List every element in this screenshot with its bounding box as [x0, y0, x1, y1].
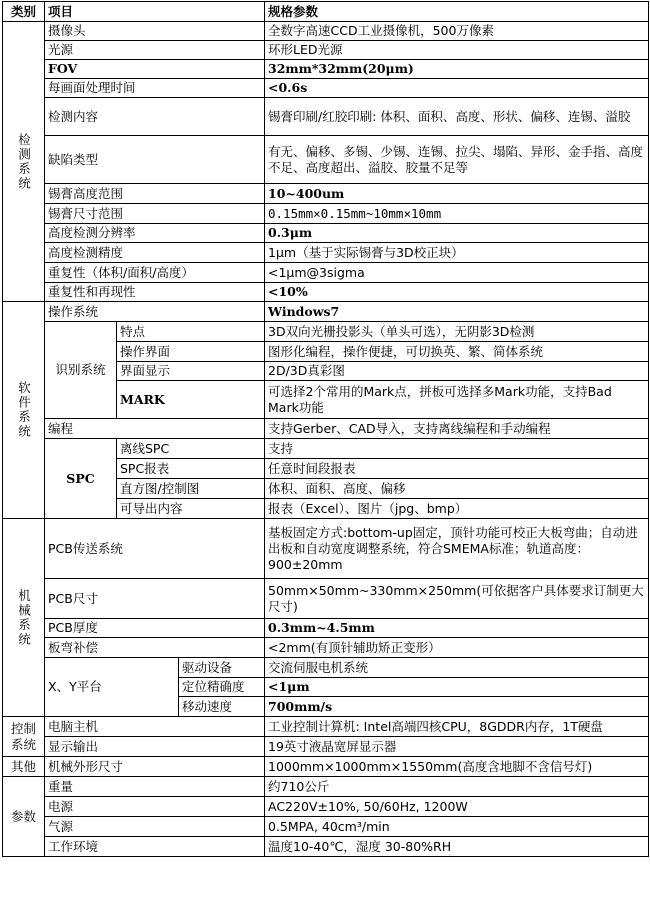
item-cell: 重复性和再现性	[45, 283, 265, 302]
table-row	[3, 579, 649, 619]
spec-cell: 报表（Excel）、图片（jpg、bmp）	[265, 499, 649, 519]
table-row	[3, 136, 649, 184]
table-row	[3, 41, 649, 60]
table-row	[3, 717, 649, 737]
table-row	[3, 243, 649, 263]
spec-cell: 可选择2个常用的Mark点，拼板可选择多Mark功能，支持Bad Mark功能	[265, 381, 649, 419]
spec-cell: 有无、偏移、多锡、少锡、连锡、拉尖、塌陷、异形、金手指、高度不足、高度超出、溢胶、胶量不足等	[265, 136, 649, 184]
spec-cell: 约710公斤	[265, 777, 649, 797]
table-row	[3, 60, 649, 79]
category-control: 控制系统	[3, 717, 45, 757]
spec-cell: <10%	[265, 283, 649, 302]
item-cell: 编程	[45, 419, 265, 439]
category-inspection: 检测系统	[3, 22, 45, 302]
table-row	[3, 184, 649, 204]
item-cell: 气源	[45, 817, 265, 837]
item-cell: 可导出内容	[117, 499, 265, 519]
item-cell: 机械外形尺寸	[45, 757, 265, 777]
spec-cell: 32mm*32mm(20μm)	[265, 60, 649, 79]
group-xy-platform: X、Y平台	[45, 658, 179, 717]
spec-cell: 50mm×50mm~330mm×250mm(可依据客户具体要求订制更大尺寸)	[265, 579, 649, 619]
table-row	[3, 79, 649, 98]
item-cell: 重量	[45, 777, 265, 797]
spec-cell: 交流伺服电机系统	[265, 658, 649, 678]
table-row	[3, 837, 649, 857]
spec-cell: <1μm@3sigma	[265, 263, 649, 283]
group-spc: SPC	[45, 439, 117, 519]
item-cell: 重复性（体积/面积/高度）	[45, 263, 265, 283]
table-row	[3, 302, 649, 322]
item-cell: 电脑主机	[45, 717, 265, 737]
spec-cell: <0.6s	[265, 79, 649, 98]
table-row	[3, 817, 649, 837]
spec-cell: 3D双向光栅投影头（单头可选），无阴影3D检测	[265, 322, 649, 342]
table-row	[3, 22, 649, 41]
item-cell: 光源	[45, 41, 265, 60]
item-cell: 移动速度	[179, 697, 265, 717]
category-software: 软件系统	[3, 302, 45, 519]
spec-cell: 图形化编程，操作便捷，可切换英、繁、简体系统	[265, 342, 649, 362]
spec-cell: 全数字高速CCD工业摄像机，500万像素	[265, 22, 649, 41]
spec-cell: <1μm	[265, 678, 649, 697]
item-cell: 每画面处理时间	[45, 79, 265, 98]
item-cell: 电源	[45, 797, 265, 817]
spec-cell: 工业控制计算机: Intel高端四核CPU，8GDDR内存，1T硬盘	[265, 717, 649, 737]
spec-cell: 支持Gerber、CAD导入，支持离线编程和手动编程	[265, 419, 649, 439]
category-params: 参数	[3, 777, 45, 857]
table-row	[3, 619, 649, 638]
group-recognition: 识别系统	[45, 322, 117, 419]
item-cell: 板弯补偿	[45, 638, 265, 658]
table-row	[3, 777, 649, 797]
item-cell: 显示输出	[45, 737, 265, 757]
spec-cell: <2mm(有顶针辅助矫正变形）	[265, 638, 649, 658]
spec-cell: 任意时间段报表	[265, 459, 649, 479]
spec-cell: 0.5MPA, 40cm³/min	[265, 817, 649, 837]
item-cell: 工作环境	[45, 837, 265, 857]
item-cell: 驱动设备	[179, 658, 265, 678]
table-row	[3, 419, 649, 439]
spec-cell: 10~400um	[265, 184, 649, 204]
spec-cell: 温度10-40℃，湿度 30-80%RH	[265, 837, 649, 857]
spec-cell: 19英寸液晶宽屏显示器	[265, 737, 649, 757]
spec-cell: 1μm（基于实际锡膏与3D校正块）	[265, 243, 649, 263]
item-cell: PCB尺寸	[45, 579, 265, 619]
item-cell: 操作界面	[117, 342, 265, 362]
spec-cell: 环形LED光源	[265, 41, 649, 60]
spec-cell: 0.3μm	[265, 224, 649, 243]
item-cell: 离线SPC	[117, 439, 265, 459]
item-cell: 界面显示	[117, 362, 265, 381]
item-cell: 定位精确度	[179, 678, 265, 697]
item-cell: 高度检测精度	[45, 243, 265, 263]
spec-cell: 支持	[265, 439, 649, 459]
spec-cell: 0.3mm~4.5mm	[265, 619, 649, 638]
spec-table	[2, 1, 649, 857]
item-cell: PCB传送系统	[45, 519, 265, 579]
spec-cell: 锡膏印刷/红胶印刷: 体积、面积、高度、形状、偏移、连锡、溢胶	[265, 98, 649, 136]
spec-cell: AC220V±10%, 50/60Hz, 1200W	[265, 797, 649, 817]
item-cell: 高度检测分辨率	[45, 224, 265, 243]
table-row	[3, 658, 649, 678]
item-cell: 检测内容	[45, 98, 265, 136]
item-cell: 直方图/控制图	[117, 479, 265, 499]
table-row	[3, 263, 649, 283]
item-cell: 缺陷类型	[45, 136, 265, 184]
table-row	[3, 519, 649, 579]
table-row	[3, 797, 649, 817]
table-row	[3, 757, 649, 777]
table-row	[3, 737, 649, 757]
category-other: 其他	[3, 757, 45, 777]
spec-cell: 1000mm×1000mm×1550mm(高度含地脚不含信号灯)	[265, 757, 649, 777]
header-category: 类别	[3, 2, 45, 22]
item-cell: PCB厚度	[45, 619, 265, 638]
item-cell: 操作系统	[45, 302, 265, 322]
table-row	[3, 439, 649, 459]
table-row	[3, 224, 649, 243]
item-cell: 锡膏尺寸范围	[45, 204, 265, 224]
header-spec: 规格参数	[265, 2, 649, 22]
spec-cell: 2D/3D真彩图	[265, 362, 649, 381]
spec-cell: 体积、面积、高度、偏移	[265, 479, 649, 499]
item-cell: 特点	[117, 322, 265, 342]
table-row	[3, 283, 649, 302]
item-cell: SPC报表	[117, 459, 265, 479]
item-cell: 摄像头	[45, 22, 265, 41]
category-mechanical: 机械系统	[3, 519, 45, 717]
item-cell: FOV	[45, 60, 265, 79]
item-cell: 锡膏高度范围	[45, 184, 265, 204]
table-row	[3, 98, 649, 136]
item-cell: MARK	[117, 381, 265, 419]
table-row	[3, 638, 649, 658]
spec-cell: 0.15mm×0.15mm~10mm×10mm	[265, 204, 649, 224]
header-item: 项目	[45, 2, 265, 22]
table-row	[3, 322, 649, 342]
table-row	[3, 204, 649, 224]
spec-cell: 700mm/s	[265, 697, 649, 717]
spec-cell: 基板固定方式:bottom-up固定，顶针功能可校正大板弯曲；自动进出板和自动宽度调整系统，符合SMEMA标准；轨道高度：900±20mm	[265, 519, 649, 579]
spec-cell: Windows7	[265, 302, 649, 322]
header-row	[3, 2, 649, 22]
